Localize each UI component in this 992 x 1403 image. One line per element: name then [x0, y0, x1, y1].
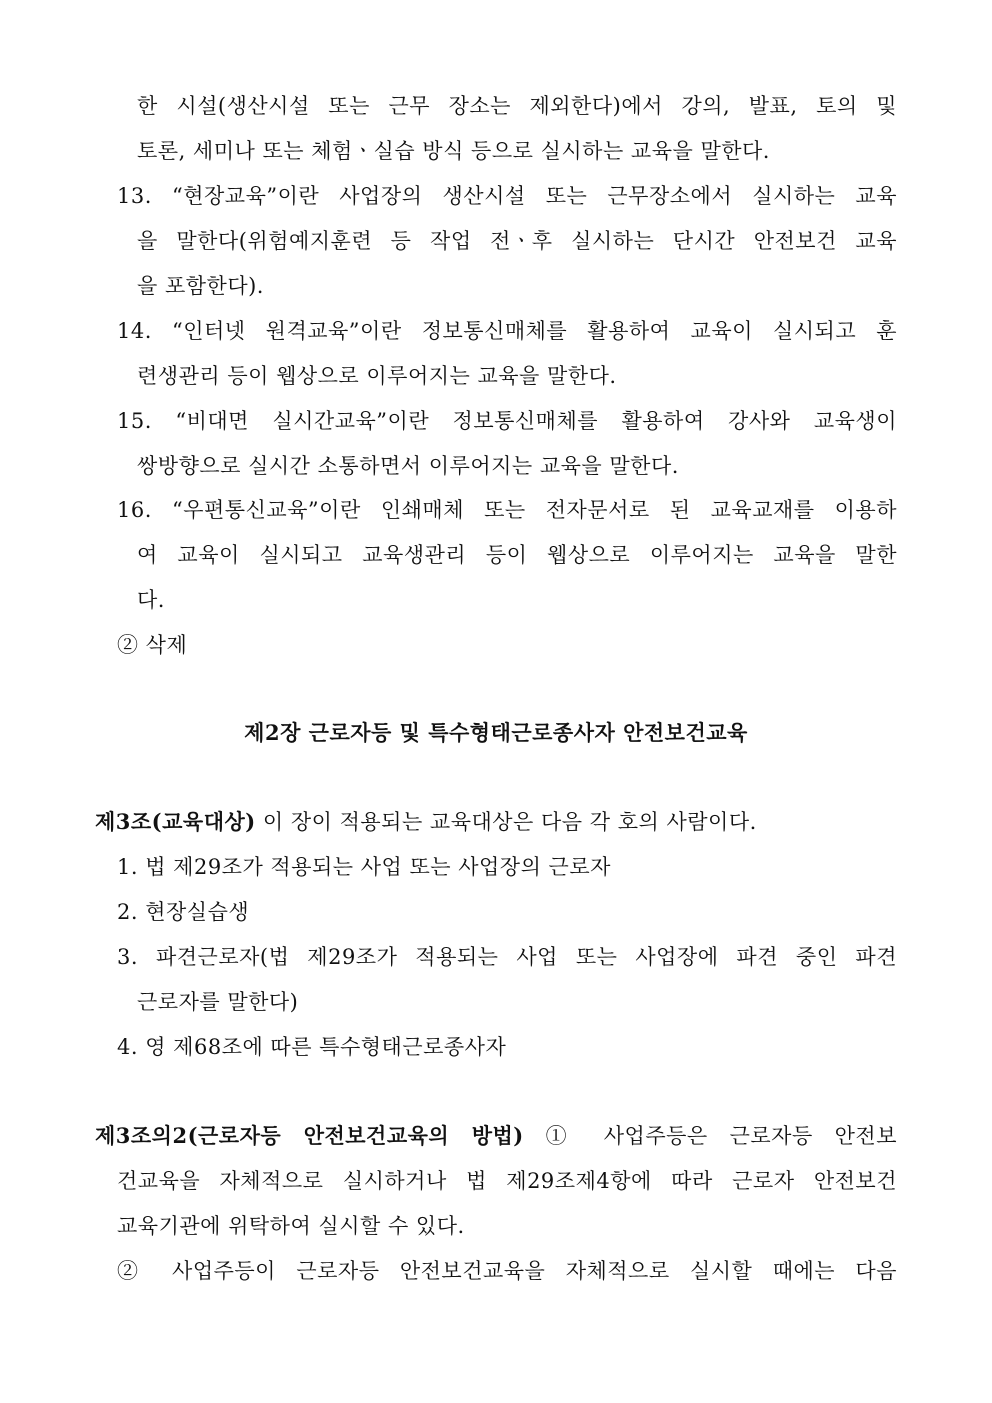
- article-3-line: [95, 808, 757, 836]
- article-3-2-line-3: 교육기관에 위탁하여 실시할 수 있다.: [117, 1214, 465, 1238]
- item-13-line-2: 을 말한다(위험예지훈련 등 작업 전ㆍ후 실시하는 단시간 안전보건 교육: [137, 229, 897, 253]
- article-3-item-3-cont: 근로자를 말한다): [137, 990, 299, 1014]
- item-14-line-2: 련생관리 등이 웹상으로 이루어지는 교육을 말한다.: [137, 364, 617, 388]
- item-13-line-3: 을 포함한다).: [137, 274, 264, 298]
- item-13-line-1: 13. “현장교육”이란 사업장의 생산시설 또는 근무장소에서 실시하는 교육: [117, 184, 897, 208]
- item-16-line-3: 다.: [137, 588, 165, 612]
- intro-line-1: 한 시설(생산시설 또는 근무 장소는 제외한다)에서 강의, 발표, 토의 및: [137, 94, 897, 118]
- item-15-line-2: 쌍방향으로 실시간 소통하면서 이루어지는 교육을 말한다.: [137, 454, 679, 478]
- article-3-2-line-2: 건교육을 자체적으로 실시하거나 법 제29조제4항에 따라 근로자 안전보건: [117, 1169, 897, 1193]
- chapter-2-title: 제2장 근로자등 및 특수형태근로종사자 안전보건교육: [244, 720, 748, 745]
- item-14-line-1: 14. “인터넷 원격교육”이란 정보통신매체를 활용하여 교육이 실시되고 훈: [117, 319, 897, 343]
- item-16-line-1: 16. “우편통신교육”이란 인쇄매체 또는 전자문서로 된 교육교재를 이용하: [117, 498, 897, 522]
- article-3-2-text: ① 사업주등은 근로자등 안전보: [523, 1124, 897, 1148]
- article-3-item-4: 4. 영 제68조에 따른 특수형태근로종사자: [117, 1035, 507, 1059]
- paragraph-2-deleted: ② 삭제: [117, 633, 188, 657]
- item-16-line-2: 여 교육이 실시되고 교육생관리 등이 웹상으로 이루어지는 교육을 말한: [137, 543, 897, 567]
- article-3-text: 이 장이 적용되는 교육대상은 다음 각 호의 사람이다.: [255, 810, 757, 834]
- article-3-2-line-4: ② 사업주등이 근로자등 안전보건교육을 자체적으로 실시할 때에는 다음: [117, 1259, 897, 1283]
- article-3-item-2: 2. 현장실습생: [117, 900, 250, 924]
- item-15-line-1: 15. “비대면 실시간교육”이란 정보통신매체를 활용하여 강사와 교육생이: [117, 409, 897, 433]
- article-3-2-heading: 제3조의2(근로자등 안전보건교육의 방법): [95, 1123, 524, 1148]
- intro-line-2: 토론, 세미나 또는 체험ㆍ실습 방식 등으로 실시하는 교육을 말한다.: [137, 139, 770, 163]
- article-3-item-3: 3. 파견근로자(법 제29조가 적용되는 사업 또는 사업장에 파견 중인 파견: [117, 945, 897, 969]
- article-3-2-line-1: [95, 1122, 897, 1150]
- article-3-item-1: 1. 법 제29조가 적용되는 사업 또는 사업장의 근로자: [117, 855, 611, 879]
- article-3-heading: 제3조(교육대상): [95, 809, 256, 834]
